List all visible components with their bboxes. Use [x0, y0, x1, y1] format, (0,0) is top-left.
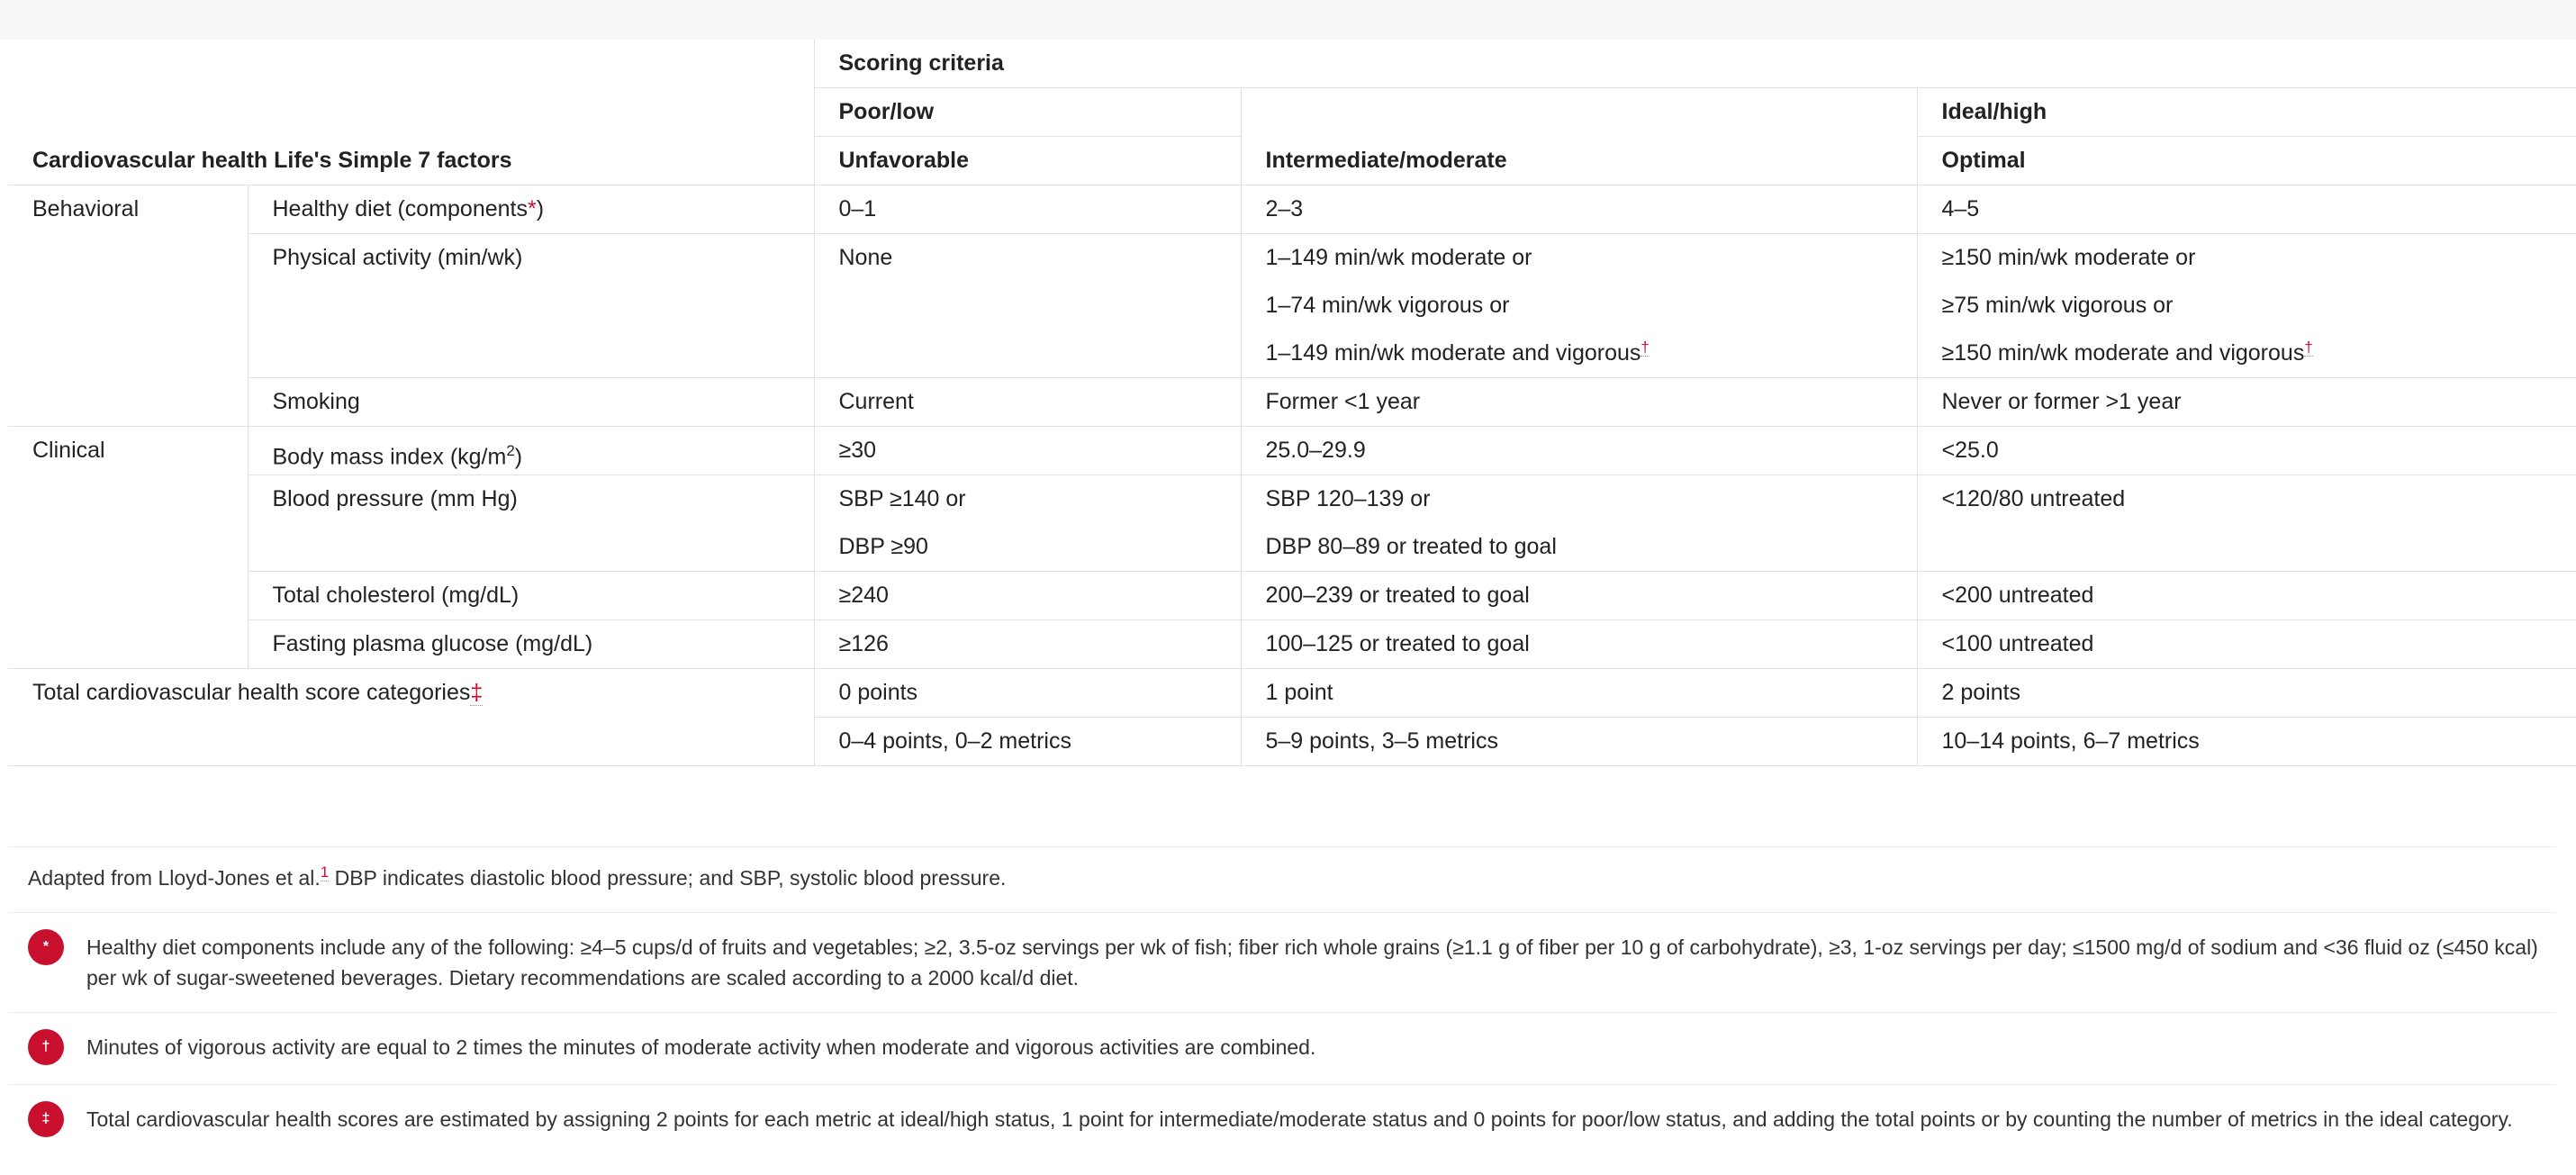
total-score-label: Total cardiovascular health score categories‡ — [8, 669, 814, 766]
group-behavioral: Behavioral — [8, 185, 248, 427]
group-clinical: Clinical — [8, 427, 248, 669]
table-row: Physical activity (min/wk) None 1–149 min/wk moderate or 1–74 min/wk vigorous or 1–149 min/wk moderate and vigorous† ≥150 min/wk moderate or ≥75 min/wk vigorous or ≥150 min/wk moderate and vigorous† — [8, 234, 2576, 378]
factor-bmi: Body mass index $(kg/m^2)$ — [248, 427, 814, 475]
table-row: Total cardiovascular health score categories‡ 0 points 1 point 2 points — [8, 669, 2576, 718]
factor-healthy-diet: Healthy diet (components*) — [248, 185, 814, 234]
activity-footnote-ref[interactable]: † — [2304, 338, 2313, 356]
factor-cholesterol: Total cholesterol (mg/dL) — [248, 572, 814, 620]
poor-low-header: Poor/low — [814, 88, 1241, 137]
table-row: Smoking Current Former <1 year Never or former >1 year — [8, 378, 2576, 427]
factor-glucose: Fasting plasma glucose (mg/dL) — [248, 620, 814, 669]
optimal-header: Optimal — [1917, 137, 2576, 185]
intermediate-header: Intermediate/moderate — [1241, 88, 1917, 185]
footnote-item: ‡ Total cardiovascular health scores are estimated by assigning 2 points for each metric at ideal/high status, 1 point for intermediate/moderate status and 0 points for poor/low status, and adding the total points or by counting the number of metrics in the ideal category. — [8, 1085, 2556, 1156]
total-footnote-ref[interactable]: ‡ — [470, 680, 484, 705]
factor-smoking: Smoking — [248, 378, 814, 427]
double-dagger-badge-icon: ‡ — [28, 1101, 64, 1137]
table-row: Total cholesterol (mg/dL) ≥240 200–239 or treated to goal <200 untreated — [8, 572, 2576, 620]
factor-blood-pressure: Blood pressure (mm Hg) — [248, 475, 814, 572]
activity-footnote-ref[interactable]: † — [1641, 338, 1650, 356]
scoring-table-container — [8, 40, 2576, 766]
factors-title: Cardiovascular health Life's Simple 7 factors — [32, 148, 512, 173]
dagger-badge-icon: † — [28, 1029, 64, 1065]
factor-physical-activity: Physical activity (min/wk) — [248, 234, 814, 378]
table-row: Behavioral Healthy diet (components*) 0–1 2–3 4–5 — [8, 185, 2576, 234]
asterisk-badge-icon: * — [28, 929, 64, 965]
diet-footnote-ref[interactable]: * — [527, 196, 537, 221]
table-row: Blood pressure (mm Hg) SBP ≥140 or DBP ≥90 SBP 120–139 or DBP 80–89 or treated to goal <120/80 untreated — [8, 475, 2576, 572]
table-footnotes — [8, 846, 2556, 1156]
footnote-item: † Minutes of vigorous activity are equal to 2 times the minutes of moderate activity when moderate and vigorous activities are combined. — [8, 1013, 2556, 1085]
factors-header-cell — [8, 40, 814, 185]
footnote-item: * Healthy diet components include any of the following: ≥4–5 cups/d of fruits and vegetables; ≥2, 3.5-oz servings per wk of fish; fiber rich whole grains (≥1.1 g of fiber per 10 g of carbohydrate), ≥3, 1-oz servings per day; ≤1500 mg/d of sodium and <36 fluid oz (≤450 kcal) per wk of sugar-sweetened beverages. Dietary recommendations are scaled according to a 2000 kcal/d diet. — [8, 913, 2556, 1013]
adapted-note: Adapted from Lloyd-Jones et al.$^1$ DBP indicates diastolic blood pressure; and SBP, systolic blood pressure. — [8, 846, 2556, 913]
scoring-table — [8, 40, 2576, 766]
table-row: Clinical Body mass index $(kg/m^2)$ ≥30 25.0–29.9 <25.0 — [8, 427, 2576, 475]
scoring-criteria-header: Scoring criteria — [814, 40, 2576, 88]
unfavorable-header: Unfavorable — [814, 137, 1241, 185]
top-bar — [0, 0, 2576, 40]
ideal-high-header: Ideal/high — [1917, 88, 2576, 137]
table-row: Fasting plasma glucose (mg/dL) ≥126 100–125 or treated to goal <100 untreated — [8, 620, 2576, 669]
table-row: 0–4 points, 0–2 metrics 5–9 points, 3–5 metrics 10–14 points, 6–7 metrics — [8, 718, 2576, 766]
citation-ref-link[interactable]: 1 — [320, 863, 330, 881]
